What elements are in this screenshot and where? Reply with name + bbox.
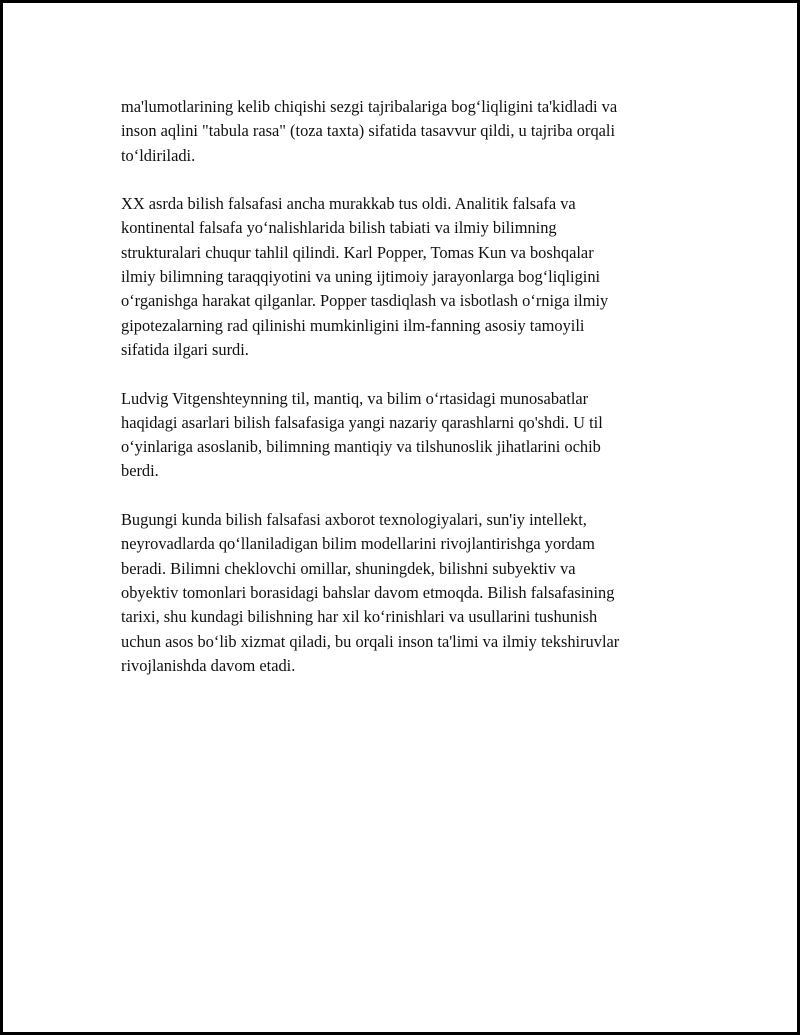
- paragraph-line: o‘yinlariga asoslanib, bilimning mantiqiy va tilshunoslik jihatlarini ochib: [121, 437, 601, 457]
- paragraph-4: [121, 508, 691, 678]
- paragraph-1: [121, 95, 691, 168]
- paragraph-3: [121, 387, 691, 484]
- paragraph-line: beradi. Bilimni cheklovchi omillar, shuningdek, bilishni subyektiv va: [121, 558, 576, 578]
- paragraph-line: o‘rganishga harakat qilganlar. Popper tasdiqlash va isbotlash o‘rniga ilmiy: [121, 291, 609, 311]
- document-body: [121, 95, 691, 702]
- paragraph-line: Bugungi kunda bilish falsafasi axborot texnologiyalari, sun'iy intellekt,: [121, 510, 587, 530]
- paragraph-line: XX asrda bilish falsafasi ancha murakkab tus oldi. Analitik falsafa va: [121, 194, 576, 214]
- paragraph-line: kontinental falsafa yo‘nalishlarida bilish tabiati va ilmiy bilimning: [121, 218, 557, 238]
- paragraph-line: tarixi, shu kundagi bilishning har xil ko‘rinishlari va usullarini tushunish: [121, 607, 598, 627]
- paragraph-line: Ludvig Vitgenshteynning til, mantiq, va bilim o‘rtasidagi munosabatlar: [121, 388, 589, 408]
- paragraph-line: neyrovadlarda qo‘llaniladigan bilim modellarini rivojlantirishga yordam: [121, 534, 595, 554]
- paragraph-line: ilmiy bilimning taraqqiyotini va uning ijtimoiy jarayonlarga bog‘liqligini: [121, 267, 601, 287]
- paragraph-line: uchun asos bo‘lib xizmat qiladi, bu orqali inson ta'limi va ilmiy tekshiruvlar: [121, 631, 620, 651]
- paragraph-2: [121, 192, 691, 362]
- paragraph-line: berdi.: [121, 461, 159, 481]
- paragraph-line: to‘ldiriladi.: [121, 145, 196, 165]
- paragraph-line: ma'lumotlarining kelib chiqishi sezgi tajribalariga bog‘liqligini ta'kidladi va: [121, 97, 618, 116]
- paragraph-line: sifatida ilgari surdi.: [121, 339, 249, 359]
- paragraph-line: rivojlanishda davom etadi.: [121, 655, 296, 675]
- paragraph-line: gipotezalarning rad qilinishi mumkinligini ilm-fanning asosiy tamoyili: [121, 315, 585, 335]
- paragraph-line: inson aqlini "tabula rasa" (toza taxta) sifatida tasavvur qildi, u tajriba orqali: [121, 121, 616, 141]
- paragraph-line: strukturalari chuqur tahlil qilindi. Karl Popper, Tomas Kun va boshqalar: [121, 242, 594, 262]
- paragraph-line: haqidagi asarlari bilish falsafasiga yangi nazariy qarashlarni qo'shdi. U til: [121, 412, 603, 432]
- paragraph-line: obyektiv tomonlari borasidagi bahslar davom etmoqda. Bilish falsafasining: [121, 582, 615, 602]
